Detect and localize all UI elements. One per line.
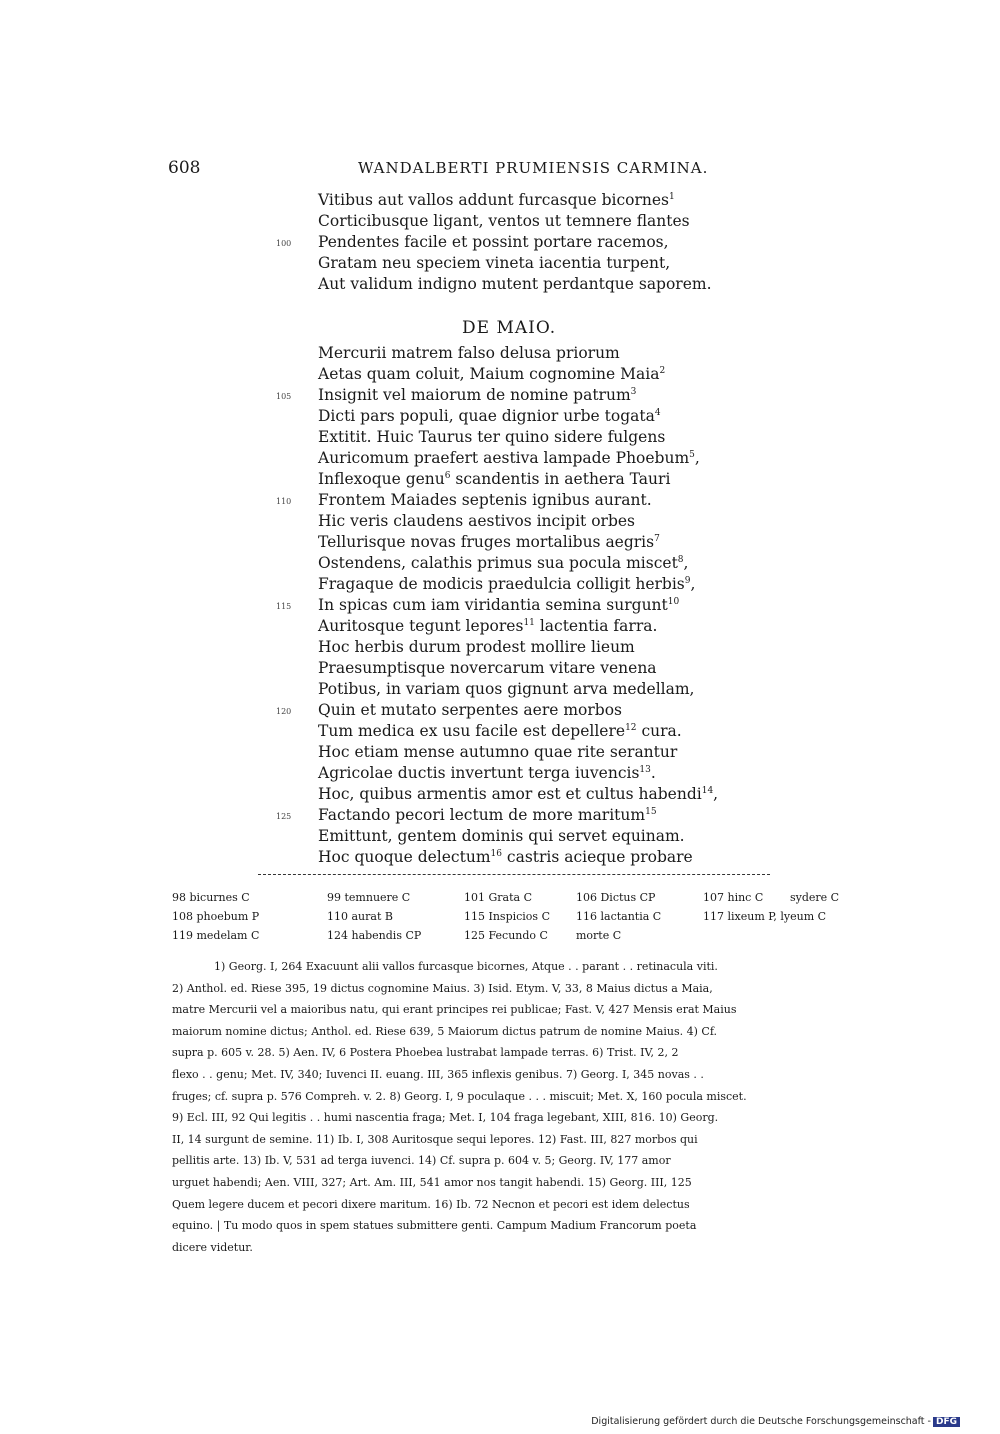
verse-line	[318, 784, 748, 805]
verse-text: Fragaque de modicis praedulcia colligit herbis	[318, 575, 685, 593]
footnote-marker: 10	[667, 596, 680, 607]
verse-line	[318, 637, 748, 658]
footnote-line: Quem legere ducem et pecori dixere maritum. 16) Ib. 72 Necnon et pecori est idem delectus	[172, 1197, 690, 1211]
verse-text: Hic veris claudens aestivos incipit orbes	[318, 512, 636, 530]
footnote-line: pellitis arte. 13) Ib. V, 531 ad terga iuvenci. 14) Cf. supra p. 604 v. 5; Georg. IV, 177 amor	[172, 1154, 671, 1168]
verse-line	[276, 700, 748, 721]
verse-line	[318, 553, 748, 574]
verse-text: Auricomum praefert aestiva lampade Phoebum	[318, 449, 690, 467]
verse-text: Dicti pars populi, quae dignior urbe togata	[318, 407, 655, 425]
footnote-line: 9) Ecl. III, 92 Qui legitis . . humi nascentia fraga; Met. I, 104 fraga legebant, XIII, 816. 10) Georg.	[172, 1111, 719, 1125]
verse-text-tail: castris acieque probare	[501, 848, 693, 866]
verse-text: Mercurii matrem falso delusa priorum	[318, 344, 620, 362]
footnotes	[172, 956, 844, 1258]
verse-text: Factando pecori lectum de more maritum	[318, 806, 646, 824]
apparatus-row	[172, 926, 844, 945]
footnote-line: urguet habendi; Aen. VIII, 327; Art. Am. III, 541 amor nos tangit habendi. 15) Georg. III, 125	[172, 1175, 692, 1189]
footnote-marker: 7	[654, 533, 660, 544]
verse-text-tail: ,	[694, 449, 700, 467]
footnote-marker: 11	[523, 617, 535, 628]
verse-text: Quin et mutato serpentes aere morbos	[318, 701, 622, 719]
verse-line	[318, 658, 748, 679]
footnote-marker: 6	[444, 470, 451, 481]
apparatus-entry: 107 hinc C	[703, 891, 764, 904]
verse-line	[276, 490, 748, 511]
footnote-marker: 9	[684, 575, 691, 586]
dfg-logo: DFG	[933, 1417, 960, 1427]
apparatus-entry: morte C	[576, 929, 622, 942]
footnote-marker: 5	[689, 449, 695, 460]
verse-text: Aetas quam coluit, Maium cognomine Maia	[318, 365, 660, 383]
verse-text: Corticibusque ligant, ventos ut temnere flantes	[318, 212, 690, 230]
critical-apparatus	[172, 888, 844, 945]
verse-text-tail: scandentis in aethera Tauri	[450, 470, 671, 488]
footer-credit	[591, 1416, 960, 1427]
verse-line	[318, 406, 748, 427]
line-number: 100	[276, 239, 292, 248]
verse-line	[318, 742, 748, 763]
line-number: 120	[276, 707, 292, 716]
apparatus-entry: 115 Inspicios C	[464, 910, 550, 923]
apparatus-entry: 98 bicurnes C	[172, 891, 250, 904]
apparatus-entry: 119 medelam C	[172, 929, 260, 942]
verse-text-tail: .	[650, 764, 656, 782]
verse-line	[276, 232, 748, 253]
verse-text: Auritosque tegunt lepores	[318, 617, 524, 635]
line-number: 115	[276, 602, 292, 611]
poem-top	[276, 190, 748, 295]
footnote-marker: 3	[630, 386, 637, 397]
apparatus-entry: sydere C	[790, 891, 840, 904]
footnote-line: 2) Anthol. ed. Riese 395, 19 dictus cognomine Maius. 3) Isid. Etym. V, 33, 8 Maius dictus a Maia,	[172, 981, 713, 995]
apparatus-row	[172, 888, 844, 907]
footnote-line: matre Mercurii vel a maioribus natu, qui erant principes rei publicae; Fast. V, 427 Mensis erat Maius	[172, 1003, 737, 1017]
running-head: WANDALBERTI PRUMIENSIS CARMINA.	[358, 159, 709, 177]
verse-line	[318, 364, 748, 385]
line-number: 105	[276, 392, 292, 401]
verse-line	[318, 448, 748, 469]
verse-line	[318, 847, 748, 868]
footnote-marker: 1	[668, 191, 675, 202]
verse-line	[318, 469, 748, 490]
verse-line	[318, 190, 748, 211]
separator-rule	[258, 874, 770, 875]
verse-text: Hoc, quibus armentis amor est et cultus habendi	[318, 785, 702, 803]
section-title: DE MAIO.	[462, 318, 557, 338]
apparatus-entry: 101 Grata C	[464, 891, 532, 904]
verse-text: Pendentes facile et possint portare racemos,	[318, 233, 669, 251]
apparatus-entry: 124 habendis CP	[327, 929, 422, 942]
footnote-line: dicere videtur.	[172, 1240, 253, 1254]
verse-text: Ostendens, calathis primus sua pocula miscet	[318, 554, 678, 572]
verse-line	[318, 763, 748, 784]
apparatus-entry: 125 Fecundo C	[464, 929, 548, 942]
verse-text: Hoc herbis durum prodest mollire lieum	[318, 638, 635, 656]
verse-text: Tellurisque novas fruges mortalibus aegris	[318, 533, 655, 551]
verse-line	[318, 253, 748, 274]
apparatus-entry: 110 aurat B	[327, 910, 393, 923]
footnote-marker: 12	[625, 722, 637, 733]
footnote-marker: 2	[659, 365, 666, 376]
footer-credit-text: Digitalisierung gefördert durch die Deutsche Forschungsgemeinschaft -	[591, 1416, 931, 1427]
verse-text: Extitit. Huic Taurus ter quino sidere fulgens	[318, 428, 666, 446]
verse-line	[318, 532, 748, 553]
verse-text: Agricolae ductis invertunt terga iuvencis	[318, 764, 640, 782]
verse-line	[318, 427, 748, 448]
verse-text: Frontem Maiades septenis ignibus aurant.	[318, 491, 652, 509]
apparatus-entry: 106 Dictus CP	[576, 891, 656, 904]
verse-line	[318, 826, 748, 847]
verse-text: Emittunt, gentem dominis qui servet equinam.	[318, 827, 685, 845]
verse-line	[318, 679, 748, 700]
verse-line	[318, 343, 748, 364]
verse-text: Tum medica ex usu facile est depellere	[318, 722, 626, 740]
verse-line	[276, 805, 748, 826]
verse-line	[318, 574, 748, 595]
verse-text: Gratam neu speciem vineta iacentia turpent,	[318, 254, 671, 272]
verse-text: Hoc quoque delectum	[318, 848, 491, 866]
verse-text: Inflexoque genu	[318, 470, 445, 488]
verse-line	[318, 511, 748, 532]
poem-main	[276, 343, 748, 868]
verse-text: Potibus, in variam quos gignunt arva medellam,	[318, 680, 695, 698]
verse-text-tail: cura.	[636, 722, 682, 740]
apparatus-entry: 117 lixeum P, lyeum C	[703, 910, 827, 923]
line-number: 110	[276, 497, 292, 506]
footnote-marker: 13	[639, 764, 651, 775]
verse-text-tail: ,	[690, 575, 696, 593]
footnote-marker: 14	[701, 785, 714, 796]
apparatus-entry: 99 temnuere C	[327, 891, 411, 904]
verse-text-tail: ,	[683, 554, 689, 572]
footnote-marker: 15	[645, 806, 657, 817]
verse-text: Aut validum indigno mutent perdantque saporem.	[318, 275, 712, 293]
footnote-marker: 4	[654, 407, 661, 418]
verse-line	[318, 616, 748, 637]
footnote-line: maiorum nomine dictus; Anthol. ed. Riese 639, 5 Maiorum dictus patrum de nomine Maius. 4) Cf.	[172, 1024, 717, 1038]
verse-text-tail: lactentia farra.	[534, 617, 658, 635]
verse-text: Hoc etiam mense autumno quae rite serantur	[318, 743, 678, 761]
footnote-line: II, 14 surgunt de semine. 11) Ib. I, 308 Auritosque sequi lepores. 12) Fast. III, 827 morbos qui	[172, 1132, 698, 1146]
footnote-line: supra p. 605 v. 28. 5) Aen. IV, 6 Postera Phoebea lustrabat lampade terras. 6) Trist. IV, 2, 2	[172, 1046, 679, 1060]
line-number: 125	[276, 812, 292, 821]
page-number: 608	[168, 158, 201, 178]
footnote-marker: 16	[490, 848, 502, 859]
verse-text: In spicas cum iam viridantia semina surgunt	[318, 596, 668, 614]
verse-text: Praesumptisque novercarum vitare venena	[318, 659, 657, 677]
footnote-line: 1) Georg. I, 264 Exacuunt alii vallos furcasque bicornes, Atque . . parant . . retinacula viti.	[214, 960, 718, 973]
verse-text: Vitibus aut vallos addunt furcasque bicornes	[318, 191, 669, 209]
footnote-line: fruges; cf. supra p. 576 Compreh. v. 2. 8) Georg. I, 9 poculaque . . . miscuit; Met. X, 160 pocula miscet.	[172, 1089, 747, 1103]
verse-line	[276, 385, 748, 406]
apparatus-entry: 108 phoebum P	[172, 910, 260, 923]
verse-line	[318, 274, 748, 295]
apparatus-row	[172, 907, 844, 926]
verse-text-tail: ,	[713, 785, 719, 803]
footnote-line: flexo . . genu; Met. IV, 340; Iuvenci II. euang. III, 365 inflexis genibus. 7) Georg. I, 345 novas . .	[172, 1067, 704, 1081]
verse-line	[276, 595, 748, 616]
verse-line	[318, 211, 748, 232]
verse-line	[318, 721, 748, 742]
footnote-marker: 8	[677, 554, 684, 565]
footnote-line: equino. | Tu modo quos in spem statues submittere genti. Campum Madium Francorum poeta	[172, 1219, 697, 1233]
apparatus-entry: 116 lactantia C	[576, 910, 662, 923]
verse-text: Insignit vel maiorum de nomine patrum	[318, 386, 631, 404]
